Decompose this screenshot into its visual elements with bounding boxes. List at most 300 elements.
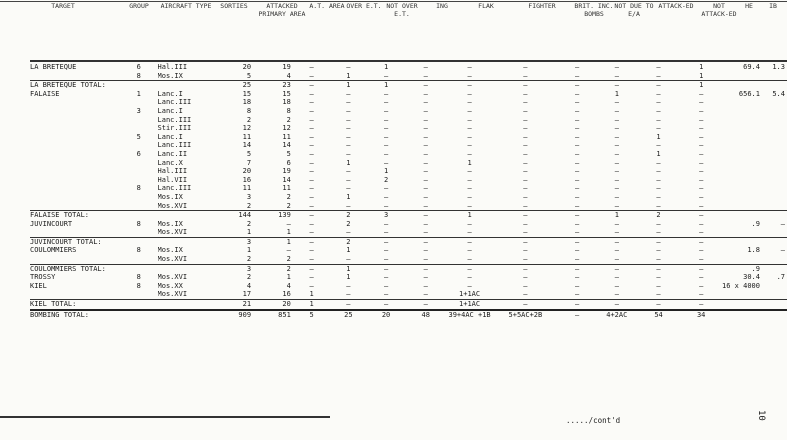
cell-he [722, 150, 762, 159]
cell-group [120, 81, 158, 90]
cell-notatk: – [699, 255, 704, 264]
cell-over: 1 [346, 158, 351, 167]
cell-atk: – [656, 192, 661, 201]
cell-notatk: – [680, 211, 722, 220]
cell-ing: – [423, 255, 428, 264]
cell-brit: – [557, 211, 597, 220]
cell-ing: – [423, 228, 428, 237]
cell-over: 1 [346, 246, 351, 255]
cell-notdue: – [597, 300, 637, 310]
table-row [30, 255, 787, 264]
cell-attacked: 16 [282, 290, 291, 299]
cell-he [722, 176, 762, 185]
cell-notover: – [383, 192, 389, 201]
cell-alt: – [309, 281, 314, 290]
cell-flak: – [467, 141, 472, 150]
cell-atk: – [656, 219, 661, 228]
cell-notover: – [383, 201, 389, 210]
cell-attacked: 139 [253, 211, 293, 220]
cell-alt: – [309, 192, 314, 201]
cell-notdue: – [614, 124, 619, 133]
cell-target [30, 255, 120, 264]
cell-notover: 2 [383, 175, 389, 184]
cell-notdue: – [614, 106, 619, 115]
header-target: TARGET [51, 2, 75, 10]
cell-attacked: 12 [282, 124, 291, 133]
cell-fighter: – [494, 211, 558, 220]
cell-type: Mos.IX [157, 71, 183, 80]
cell-type: Mos.XVI [157, 201, 188, 210]
cell-brit: – [574, 290, 580, 299]
cell-atk: – [656, 106, 661, 115]
cell-alt: – [309, 158, 314, 167]
cell-ing: – [406, 211, 446, 220]
cell-flak: – [467, 124, 472, 133]
cell-notatk: – [699, 201, 704, 210]
cell-group [120, 116, 158, 125]
cell-notdue: – [614, 141, 619, 150]
cell-fighter: – [523, 273, 528, 282]
cell-sorties: 11 [242, 132, 252, 141]
cell-notover: 20 [366, 310, 406, 320]
cell-notover: – [383, 98, 389, 107]
cell-over: – [346, 132, 351, 141]
cell-he [722, 228, 762, 237]
cell-ing: – [423, 115, 428, 124]
cell-atk: 1 [656, 149, 661, 158]
cell-notover: – [366, 264, 406, 273]
cell-over: – [346, 175, 351, 184]
cell-notover: 1 [383, 63, 389, 71]
table-total-row [30, 300, 787, 310]
cell-alt: – [309, 98, 314, 107]
table-row [30, 193, 787, 202]
cell-attacked: 19 [282, 63, 291, 71]
cell-type: Lanc.III [157, 184, 192, 193]
cell-fighter: – [523, 141, 528, 150]
cell-notdue: – [597, 81, 637, 90]
cell-attacked: 14 [282, 175, 291, 184]
cell-notdue: – [614, 273, 619, 282]
cell-atk: – [656, 98, 661, 107]
cell-notatk: – [680, 237, 722, 246]
cell-he [722, 300, 762, 310]
cell-type [158, 310, 214, 320]
cell-sorties: 18 [242, 98, 252, 107]
cell-ib [762, 255, 787, 264]
cell-notdue: – [614, 149, 619, 158]
cell-target: FALAISE [30, 89, 60, 98]
cell-flak: – [467, 132, 472, 141]
cell-group [120, 141, 158, 150]
cell-ing: – [423, 219, 428, 228]
cell-ib [762, 310, 787, 320]
cell-atk: – [656, 63, 661, 71]
cell-over: 25 [330, 310, 366, 320]
cell-flak: – [467, 167, 472, 176]
cell-notover: – [366, 237, 406, 246]
cell-alt: – [309, 273, 314, 282]
cell-fighter: – [523, 149, 528, 158]
cell-sorties: 2 [246, 273, 252, 282]
cell-over: – [346, 89, 351, 98]
cell-ib [762, 237, 787, 246]
cell-target: BOMBING TOTAL: [30, 310, 120, 320]
cell-notatk: – [699, 132, 704, 141]
cell-brit: – [574, 89, 580, 98]
cell-type [158, 81, 214, 90]
table-row [30, 282, 787, 291]
cell-flak: 1+1AC [446, 300, 494, 310]
cell-brit: – [557, 300, 597, 310]
cell-notatk: – [699, 175, 704, 184]
cell-group [120, 167, 158, 176]
cell-notatk: – [699, 290, 704, 299]
cell-atk: – [656, 184, 661, 193]
cell-target: LA BRETEQUE TOTAL: [30, 81, 120, 90]
cell-brit: – [574, 167, 580, 176]
cell-notatk: 1 [699, 71, 704, 80]
cell-attacked: 4 [286, 71, 291, 80]
cell-ib [762, 264, 787, 273]
cell-notatk: 34 [680, 310, 722, 320]
cell-fighter: – [523, 219, 528, 228]
header-not-attacked: NOT ATTACK-ED [701, 2, 737, 18]
cell-sorties: 17 [242, 290, 252, 299]
cell-sorties: 14 [242, 141, 252, 150]
cell-target: FALAISE TOTAL: [30, 211, 120, 220]
cell-flak: – [467, 255, 472, 264]
cell-type: Mos.IX [157, 246, 183, 255]
cell-brit: – [574, 149, 580, 158]
cell-he [722, 133, 762, 142]
cell-type: Mos.XVI [157, 228, 188, 237]
cell-group [120, 300, 158, 310]
cell-notatk: – [699, 246, 704, 255]
header-he: HE [745, 2, 753, 10]
cell-group [120, 211, 158, 220]
cell-group [120, 264, 158, 273]
cell-over: – [346, 184, 351, 193]
header-attacked: ATTACK-ED [658, 2, 694, 10]
cell-sorties: 7 [246, 158, 252, 167]
cell-ib: – [780, 219, 785, 228]
cell-notdue: – [614, 201, 619, 210]
cell-brit: – [574, 71, 580, 80]
cell-attacked: 1 [253, 237, 293, 246]
cell-brit: – [574, 175, 580, 184]
cell-group: 8 [136, 281, 141, 290]
cell-notdue: – [614, 167, 619, 176]
cell-flak: – [467, 273, 472, 282]
cell-ib [762, 124, 787, 133]
cell-notdue: – [614, 281, 619, 290]
cell-fighter: – [523, 281, 528, 290]
cell-type: Lanc.X [157, 158, 183, 167]
cell-group: 5 [136, 132, 141, 141]
cell-alt: – [309, 115, 314, 124]
cell-alt: – [293, 211, 331, 220]
cell-flak: – [467, 246, 472, 255]
bombing-results-table [30, 63, 787, 319]
cell-he [722, 193, 762, 202]
cell-attacked: 851 [253, 310, 293, 320]
cell-ib [762, 141, 787, 150]
cell-target [30, 124, 120, 133]
cell-sorties: 2 [246, 201, 252, 210]
cell-notover: – [383, 132, 389, 141]
cell-notdue: – [614, 175, 619, 184]
cell-atk: 2 [637, 211, 681, 220]
cell-notatk: – [699, 184, 704, 193]
cell-over: – [346, 228, 351, 237]
cell-target [30, 107, 120, 116]
cell-he [722, 184, 762, 193]
cell-notdue: – [614, 98, 619, 107]
cell-ing: 48 [406, 310, 446, 320]
cell-fighter: – [523, 89, 528, 98]
cell-ib [762, 133, 787, 142]
table-total-row [30, 310, 787, 320]
cell-he [722, 107, 762, 116]
cell-brit: – [574, 106, 580, 115]
cell-target [30, 228, 120, 237]
cell-notover: – [383, 149, 389, 158]
cell-type [158, 211, 214, 220]
cell-type: Lanc.III [157, 141, 192, 150]
cell-attacked: 4 [286, 281, 291, 290]
cell-notover: – [383, 89, 389, 98]
cell-sorties: 5 [246, 149, 252, 158]
cell-ing: – [423, 158, 428, 167]
cell-notdue: 1 [614, 89, 619, 98]
cell-he [722, 202, 762, 211]
cell-ib [762, 211, 787, 220]
cell-atk: – [656, 281, 661, 290]
cell-group: 6 [136, 149, 141, 158]
cell-ib [762, 176, 787, 185]
cell-ing: – [423, 290, 428, 299]
cell-flak: – [467, 201, 472, 210]
cell-sorties: 1 [246, 228, 252, 237]
cell-target: KIEL TOTAL: [30, 300, 120, 310]
cell-group: 1 [136, 89, 141, 98]
cell-brit: – [574, 184, 580, 193]
cell-brit: – [557, 237, 597, 246]
cell-notatk: – [699, 281, 704, 290]
cell-over: – [346, 63, 351, 71]
cell-flak: 1 [446, 211, 494, 220]
cell-alt: – [309, 124, 314, 133]
cell-brit: – [574, 158, 580, 167]
cell-type: Mos.XVI [157, 273, 188, 282]
cell-ing: – [423, 273, 428, 282]
cell-group [120, 228, 158, 237]
cell-fighter: – [523, 184, 528, 193]
cell-he: .9 [722, 264, 762, 273]
cell-target [30, 202, 120, 211]
cell-fighter: 5+5AC+2B [494, 310, 558, 320]
cell-notatk: – [699, 115, 704, 124]
cell-brit: – [574, 273, 580, 282]
cell-target [30, 150, 120, 159]
cell-sorties: 16 [242, 175, 252, 184]
cell-over: – [346, 98, 351, 107]
cell-notdue: – [597, 264, 637, 273]
cell-fighter: – [523, 201, 528, 210]
cell-group [120, 237, 158, 246]
cell-atk: – [656, 201, 661, 210]
cell-brit: – [574, 219, 580, 228]
cell-notdue: – [614, 290, 619, 299]
cell-fighter: – [523, 132, 528, 141]
cell-flak: – [467, 115, 472, 124]
cell-notdue: – [614, 184, 619, 193]
table-total-row [30, 211, 787, 220]
cell-atk: – [656, 246, 661, 255]
cell-fighter: – [523, 63, 528, 71]
cell-brit: – [574, 141, 580, 150]
cell-type: Lanc.III [157, 115, 192, 124]
header-ib: IB [769, 2, 777, 10]
header-ing: ING [436, 2, 448, 10]
cell-alt: – [309, 89, 314, 98]
cell-alt: – [309, 175, 314, 184]
cell-atk: – [637, 300, 681, 310]
cell-attacked: 2 [286, 201, 291, 210]
cell-sorties: 3 [246, 192, 252, 201]
cell-notover: – [383, 228, 389, 237]
cell-ib [762, 228, 787, 237]
cell-fighter: – [523, 228, 528, 237]
cell-ing: – [406, 237, 446, 246]
cell-target [30, 290, 120, 299]
cell-he [722, 159, 762, 168]
table-row [30, 228, 787, 237]
cell-brit: – [574, 192, 580, 201]
cell-brit: – [574, 98, 580, 107]
cell-ing: – [423, 71, 428, 80]
cell-ing: – [423, 281, 428, 290]
cell-fighter: – [523, 290, 528, 299]
cell-ing: – [423, 201, 428, 210]
cell-notdue: – [614, 158, 619, 167]
cell-notover: – [383, 115, 389, 124]
cell-over: 1 [346, 71, 351, 80]
cell-type: Lanc.II [157, 149, 188, 158]
cell-he [722, 290, 762, 299]
header-group: GROUP [129, 2, 149, 10]
cell-ing: – [423, 132, 428, 141]
header-sorties: SORTIES [220, 2, 248, 10]
table-row [30, 246, 787, 255]
cell-attacked: 11 [282, 184, 291, 193]
header-not-due-ea: NOT DUE TO E/A [614, 2, 654, 18]
cell-attacked: 19 [282, 167, 291, 176]
cell-notover: 3 [366, 211, 406, 220]
cell-brit: – [574, 201, 580, 210]
cell-attacked: – [286, 219, 291, 228]
cell-over: 2 [330, 237, 366, 246]
cell-sorties: 25 [213, 81, 253, 90]
cell-over: – [346, 201, 351, 210]
cell-notover: 1 [366, 81, 406, 90]
cell-notover: – [383, 290, 389, 299]
cell-alt: 1 [293, 300, 331, 310]
cell-notdue: – [614, 219, 619, 228]
cell-group [120, 159, 158, 168]
cell-atk: – [656, 141, 661, 150]
cell-ib: .7 [776, 273, 785, 282]
cell-type: Mos.XVI [157, 255, 188, 264]
cell-type: Hal.III [157, 167, 188, 176]
cell-target [30, 159, 120, 168]
top-rule [0, 1, 787, 2]
cell-notatk: – [699, 167, 704, 176]
cell-flak: – [467, 175, 472, 184]
cell-notover: – [383, 184, 389, 193]
cell-fighter: – [523, 98, 528, 107]
cell-notatk: – [699, 149, 704, 158]
table-row [30, 202, 787, 211]
table-row [30, 290, 787, 299]
cell-he [722, 116, 762, 125]
cell-attacked: 2 [253, 264, 293, 273]
cell-notover: – [383, 71, 389, 80]
cell-notover: – [383, 124, 389, 133]
cell-atk: 54 [637, 310, 681, 320]
cell-notdue: – [614, 246, 619, 255]
cell-attacked: – [286, 246, 291, 255]
cell-attacked: 2 [286, 255, 291, 264]
cell-atk: – [656, 255, 661, 264]
cell-alt: – [309, 228, 314, 237]
cell-fighter: – [523, 71, 528, 80]
cell-over: – [346, 149, 351, 158]
table-row [30, 141, 787, 150]
cell-sorties: 20 [242, 63, 252, 71]
cell-target: COULOMMIERS [30, 246, 77, 255]
cell-target [30, 184, 120, 193]
cell-atk: – [656, 71, 661, 80]
cell-atk: – [656, 273, 661, 282]
cell-he [722, 141, 762, 150]
table-row [30, 159, 787, 168]
cell-alt: – [309, 141, 314, 150]
cell-he [722, 255, 762, 264]
cell-group: 8 [136, 71, 141, 80]
cell-sorties: 1 [246, 246, 252, 255]
cell-over: – [346, 141, 351, 150]
table-row [30, 98, 787, 107]
cell-alt: – [309, 71, 314, 80]
cell-notatk: – [699, 141, 704, 150]
continued-note: ...../cont'd [566, 416, 621, 425]
cell-notdue: – [614, 63, 619, 71]
cell-sorties: 3 [213, 264, 253, 273]
cell-notover: – [383, 246, 389, 255]
cell-ib: 1.3 [772, 63, 785, 71]
cell-fighter: – [494, 81, 558, 90]
cell-brit: – [557, 310, 597, 320]
cell-ing: – [423, 141, 428, 150]
cell-notover: – [383, 158, 389, 167]
cell-brit: – [574, 281, 580, 290]
cell-fighter: – [523, 158, 528, 167]
cell-notatk: – [699, 228, 704, 237]
cell-ib [762, 150, 787, 159]
cell-brit: – [574, 228, 580, 237]
